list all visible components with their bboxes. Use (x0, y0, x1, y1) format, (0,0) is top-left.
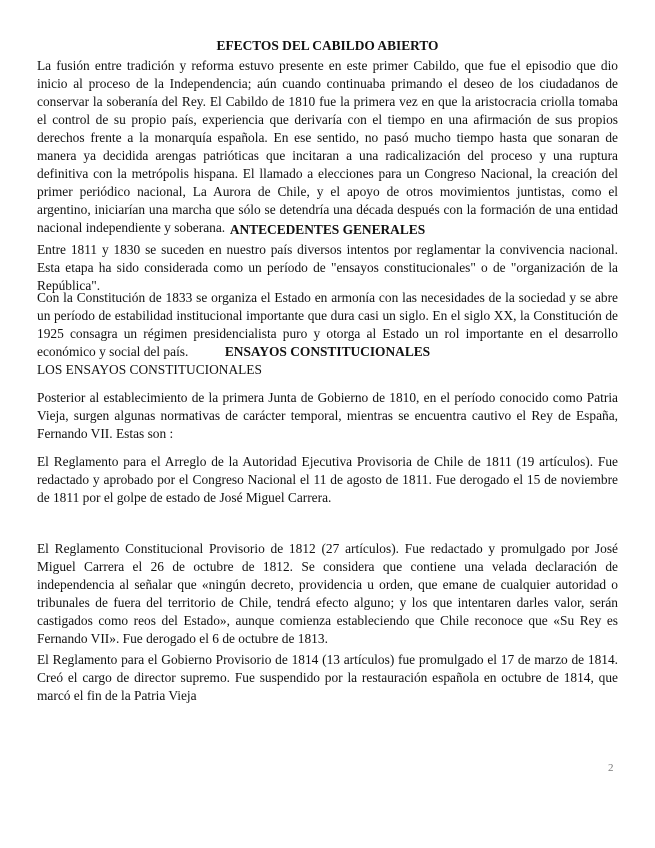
subheading-ensayos: LOS ENSAYOS CONSTITUCIONALES (37, 362, 262, 377)
paragraph-patria-vieja: Posterior al establecimiento de la primera Junta de Gobierno de 1810, en el período conocido como Patria Vieja, surgen algunas normativas de carácter temporal, mientras se encuentra cautivo el Rey de España, Fernando VII. Estas son : (37, 390, 618, 441)
paragraph-antecedentes-2: Con la Constitución de 1833 se organiza el Estado en armonía con las necesidades de la sociedad y se abre un período de estabilidad institucional importante que dura casi un siglo. En el siglo XX, la Constitución de 1925 consagra un régimen presidencialista puro y otorga al Estado un rol importante en el desarrollo económico y social del país. (37, 290, 618, 359)
paragraph-reglamento-1811: El Reglamento para el Arreglo de la Autoridad Ejecutiva Provisoria de Chile de 1811 (19 artículos). Fue redactado y aprobado por el Congreso Nacional el 11 de agosto de 1811. Fue derogado el 15 de noviembre de 1811 por el golpe de estado de José Miguel Carrera. (37, 454, 618, 505)
paragraph-reglamento-1814: El Reglamento para el Gobierno Provisorio de 1814 (13 artículos) fue promulgado el 17 de marzo de 1814. Creó el cargo de director supremo. Fue suspendido por la restauración española en octubre de 1814, que marcó el fin de la Patria Vieja (37, 652, 618, 703)
paragraph-reglamento-1812: El Reglamento Constitucional Provisorio de 1812 (27 artículos). Fue redactado y promulgado por José Miguel Carrera el 26 de octubre de 1812. Se considera que contiene una velada declaración de independencia al señalar que «ningún decreto, providencia u orden, que emane de cualquier autoridad o tribunales de fuera del territorio de Chile, tendrá efecto alguno; y los que intentaren darles valor, serán castigados como reos del Estado», aunque comienza estableciendo que Chile reconoce que «Su Rey es Fernando VII». Fue derogado el 6 de octubre de 1813. (37, 541, 618, 646)
page-number: 2 (608, 762, 614, 774)
heading-ensayos: ENSAYOS CONSTITUCIONALES (224, 344, 431, 359)
heading-antecedentes: ANTECEDENTES GENERALES (229, 222, 426, 237)
paragraph-efectos: La fusión entre tradición y reforma estuvo presente en este primer Cabildo, que fue el episodio que dio inicio al proceso de la Independencia; aún cuando continuaba primando el deseo de los ciudadanos de conservar la soberanía del Rey. El Cabildo de 1810 fue la primera vez en que la aristocracia criolla tomaba el control de su propio país, experiencia que derivaría con el tiempo en una afirmación de sus propios derechos frente a la monarquía española. En ese sentido, no pasó mucho tiempo hasta que sonaran de manera ya decidida arengas patrióticas que incitaran a una radicalización del proceso y una ruptura definitiva con la metrópolis hispana. El llamado a elecciones para un Congreso Nacional, la creación del primer periódico nacional, La Aurora de Chile, y el apoyo de otros movimientos juntistas, como el argentino, iniciarían una marcha que sólo se detendría una década después con la formación de una entidad nacional independiente y soberana. (37, 58, 618, 235)
paragraph-antecedentes-1: Entre 1811 y 1830 se suceden en nuestro país diversos intentos por reglamentar la convivencia nacional. Esta etapa ha sido considerada como un período de "ensayos constitucionales" o de "organización de la República". (37, 242, 618, 293)
heading-efectos-cabildo: EFECTOS DEL CABILDO ABIERTO (216, 38, 439, 53)
